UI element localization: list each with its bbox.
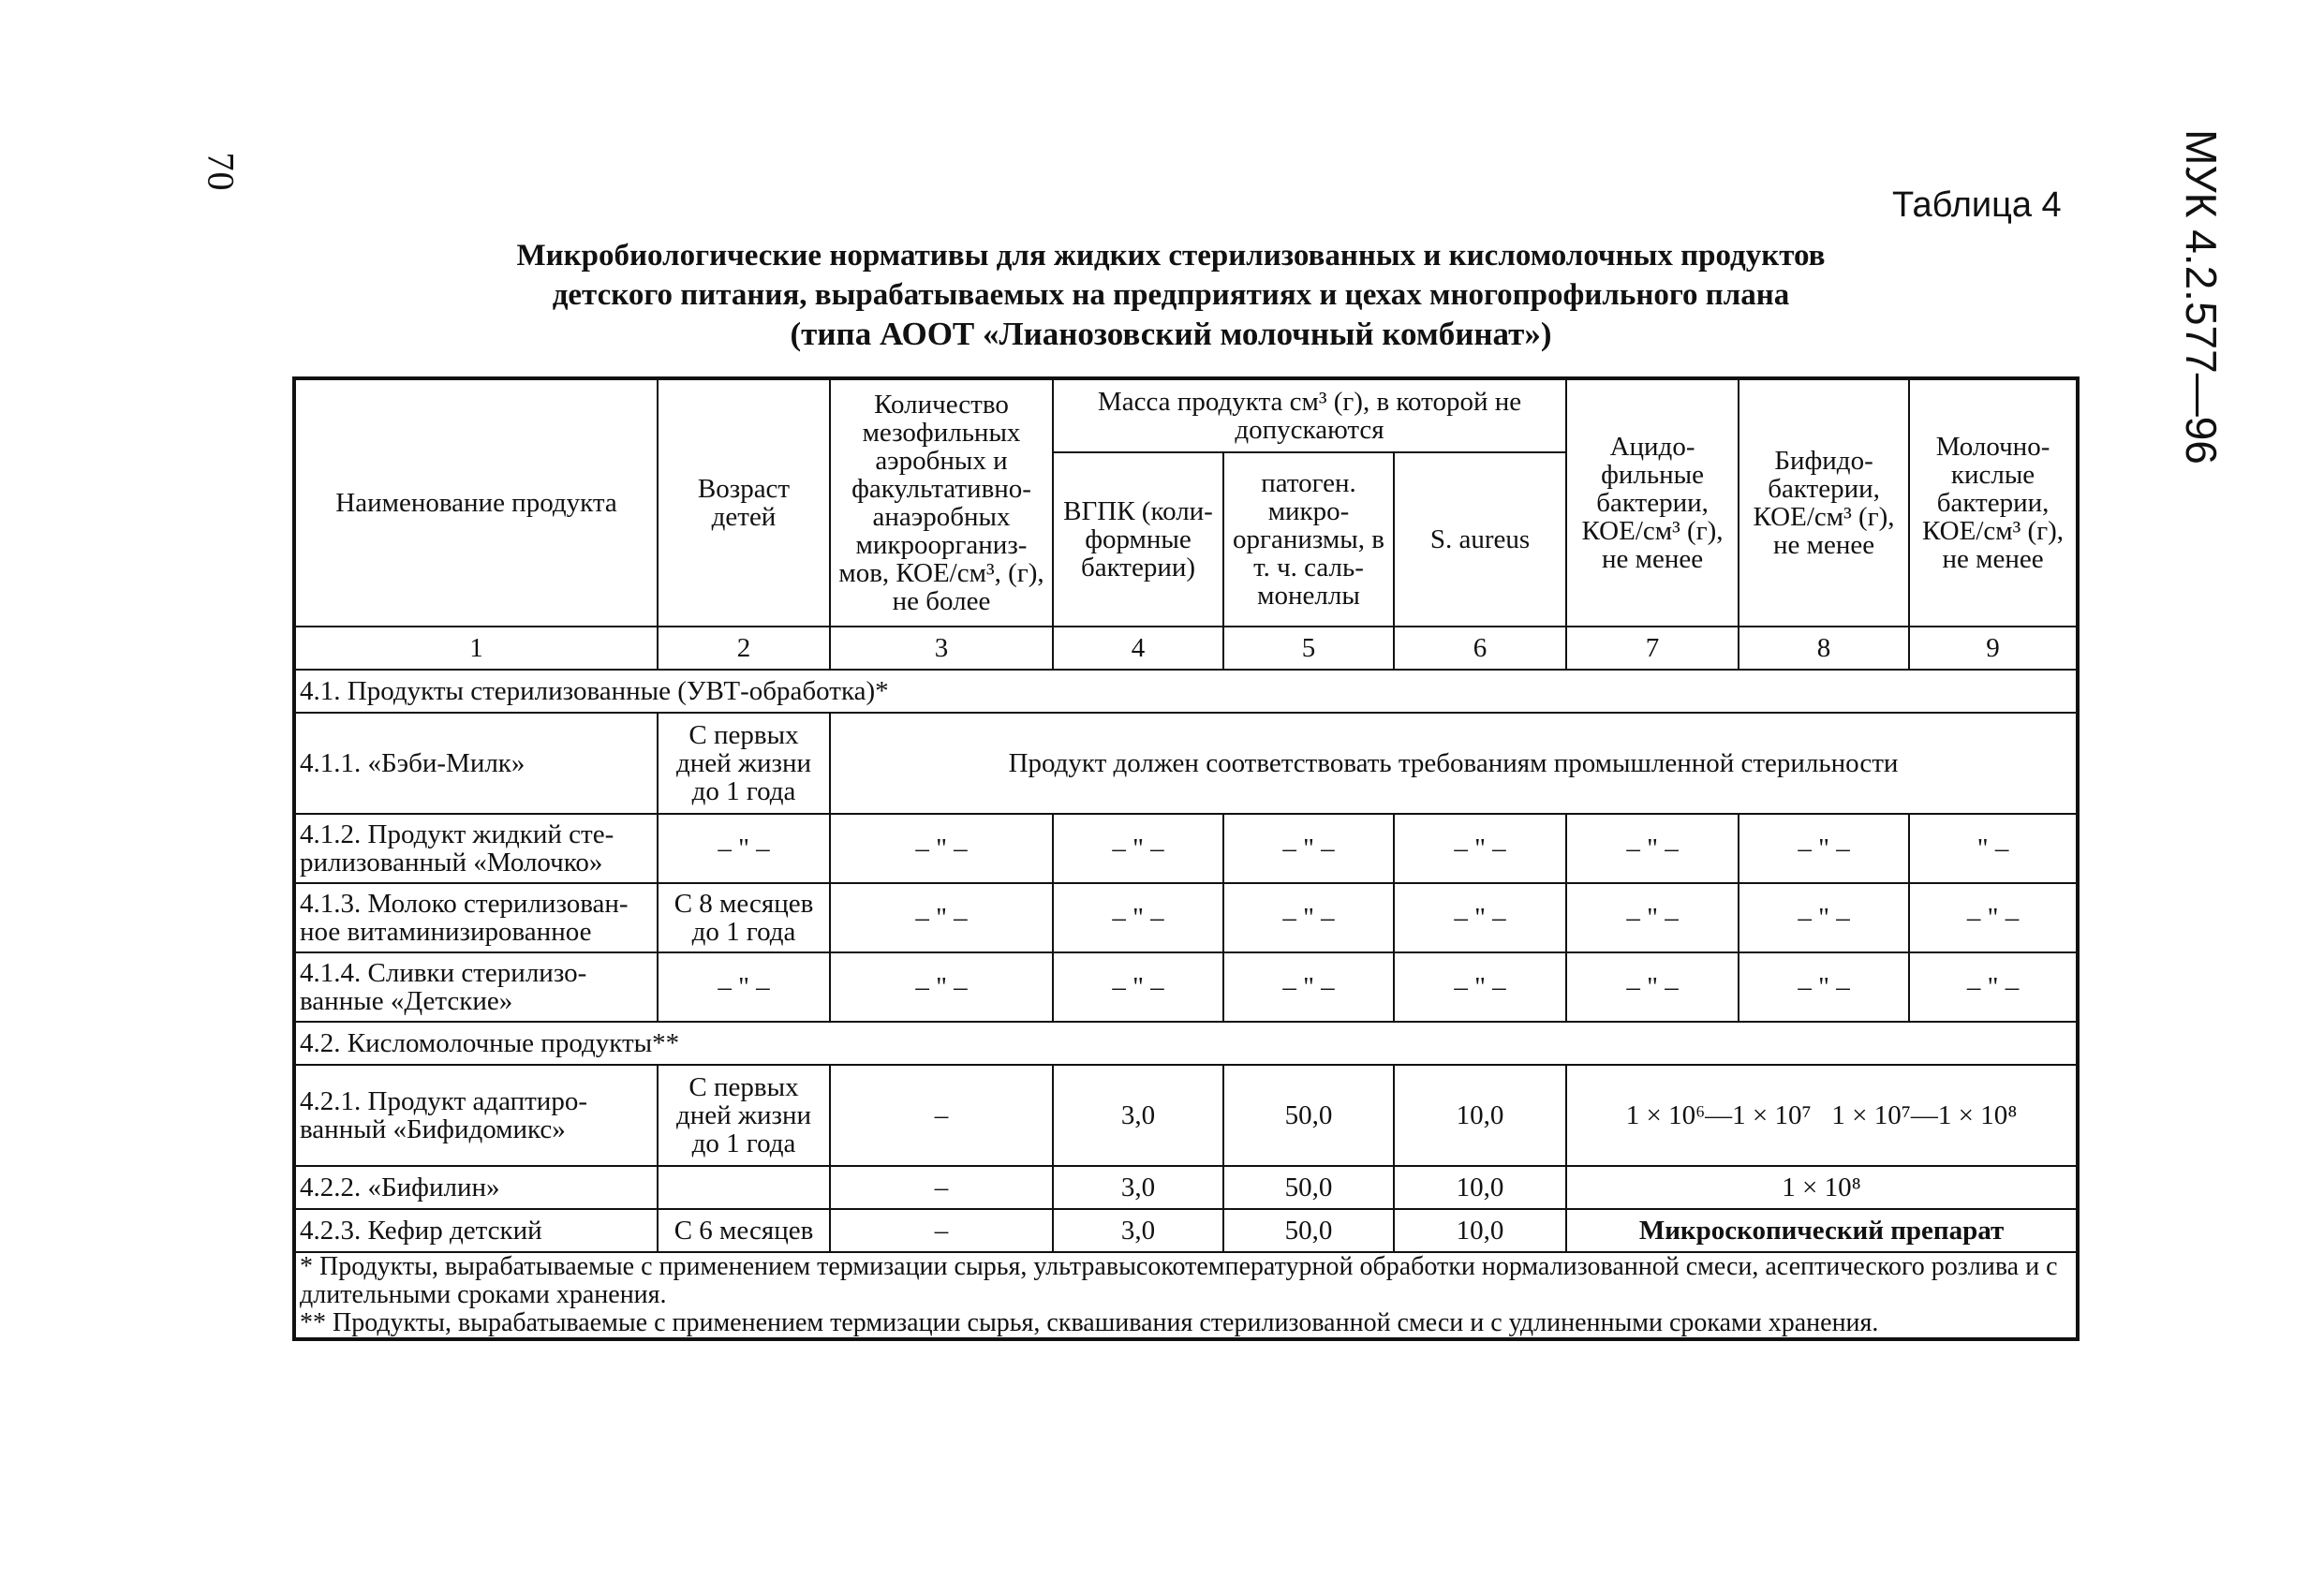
mesophilic-cell: – xyxy=(830,1209,1053,1252)
column-number: 7 xyxy=(1566,627,1739,670)
norms-table xyxy=(292,376,2080,1341)
title-line-3: (типа АООТ «Лианозовский молочный комбинат») xyxy=(790,316,1552,352)
table-row xyxy=(294,1166,2078,1209)
column-number: 2 xyxy=(658,627,830,670)
sterility-requirement: Продукт должен соответствовать требованиям промышленной стерильности xyxy=(830,713,2078,814)
value-cell: – " – xyxy=(1566,952,1739,1022)
product-name: 4.2.3. Кефир детский xyxy=(294,1209,658,1252)
mesophilic-cell: – xyxy=(830,1166,1053,1209)
value-cell: – " – xyxy=(1053,952,1223,1022)
age-cell: – " – xyxy=(658,952,830,1022)
bgpk-cell: 3,0 xyxy=(1053,1166,1223,1209)
product-name: 4.1.4. Сливки стерилизо-ванные «Детские» xyxy=(294,952,658,1022)
document-code: МУК 4.2.577—96 xyxy=(2177,129,2226,465)
column-number: 4 xyxy=(1053,627,1223,670)
mesophilic-cell: – xyxy=(830,1065,1053,1166)
value-cell: – " – xyxy=(1394,952,1566,1022)
table-row xyxy=(294,1065,2078,1166)
acido-range: 1 × 10⁶—1 × 10⁷ xyxy=(1625,1100,1812,1130)
column-number: 5 xyxy=(1223,627,1394,670)
product-name: 4.2.2. «Бифилин» xyxy=(294,1166,658,1209)
header-mass-group: Масса продукта см³ (г), в которой не допускаются xyxy=(1053,378,1566,452)
header-lactic: Молочно-кислые бактерии, КОЕ/см³ (г), не менее xyxy=(1909,378,2078,627)
value-cell: – " – xyxy=(1394,883,1566,952)
value-cell: – " – xyxy=(1566,883,1739,952)
section-row xyxy=(294,1022,2078,1065)
value-cell: – " – xyxy=(1053,814,1223,883)
value-cell: – " – xyxy=(1223,814,1394,883)
column-number: 3 xyxy=(830,627,1053,670)
title-line-1: Микробиологические нормативы для жидких стерилизованных и кисломолочных продуктов xyxy=(516,239,1826,273)
section-title-sterilized: 4.1. Продукты стерилизованные (УВТ-обработка)* xyxy=(294,670,2078,713)
table-title xyxy=(356,236,1986,354)
column-number: 6 xyxy=(1394,627,1566,670)
value-cell: – " – xyxy=(1909,952,2078,1022)
value-cell: – " – xyxy=(1053,883,1223,952)
value-cell: – " – xyxy=(830,814,1053,883)
bacteria-ranges-cell xyxy=(1566,1065,2078,1166)
value-cell: – " – xyxy=(1223,883,1394,952)
product-name: 4.1.3. Молоко стерилизован-ное витаминизированное xyxy=(294,883,658,952)
product-name: 4.1.2. Продукт жидкий сте-рилизованный «Молочко» xyxy=(294,814,658,883)
header-acido: Ацидо-фильные бактерии, КОЕ/см³ (г), не менее xyxy=(1566,378,1739,627)
footnote-2: ** Продукты, вырабатываемые с применением термизации сырья, сквашивания стерилизованной смеси и с удлиненными сроками хранения. xyxy=(300,1308,1879,1337)
age-cell: С 8 месяцев до 1 года xyxy=(658,883,830,952)
value-cell: – " – xyxy=(1739,814,1909,883)
pathogen-cell: 50,0 xyxy=(1223,1166,1394,1209)
microscopy-cell: Микроскопический препарат xyxy=(1566,1209,2078,1252)
value-cell: – " – xyxy=(1394,814,1566,883)
value-cell: – " – xyxy=(1566,814,1739,883)
table-label: Таблица 4 xyxy=(1892,185,2062,225)
age-cell xyxy=(658,1166,830,1209)
saureus-cell: 10,0 xyxy=(1394,1065,1566,1166)
value-cell: – " – xyxy=(1223,952,1394,1022)
header-name: Наименование продукта xyxy=(294,378,658,627)
value-cell: – " – xyxy=(1909,883,2078,952)
bgpk-cell: 3,0 xyxy=(1053,1065,1223,1166)
value-cell: " – xyxy=(1909,814,2078,883)
header-bifido: Бифидо-бактерии, КОЕ/см³ (г), не менее xyxy=(1739,378,1909,627)
table-row xyxy=(294,713,2078,814)
column-number: 9 xyxy=(1909,627,2078,670)
value-cell: – " – xyxy=(1739,883,1909,952)
header-row-1 xyxy=(294,378,2078,452)
column-number-row xyxy=(294,627,2078,670)
header-pathogen: патоген. микро-организмы, в т. ч. саль-монеллы xyxy=(1223,452,1394,627)
bifido-range: 1 × 10⁷—1 × 10⁸ xyxy=(1831,1100,2018,1130)
section-title-fermented: 4.2. Кисломолочные продукты** xyxy=(294,1022,2078,1065)
bifido-merged-cell: 1 × 10⁸ xyxy=(1566,1166,2078,1209)
age-cell: С первых дней жизни до 1 года xyxy=(658,1065,830,1166)
section-row xyxy=(294,670,2078,713)
header-mesophilic: Количество мезофильных аэробных и факультативно-анаэробных микроорганиз-мов, КОЕ/см³, (г), не более xyxy=(830,378,1053,627)
table-row xyxy=(294,883,2078,952)
age-cell: С 6 месяцев xyxy=(658,1209,830,1252)
column-number: 8 xyxy=(1739,627,1909,670)
value-cell: – " – xyxy=(830,952,1053,1022)
pathogen-cell: 50,0 xyxy=(1223,1209,1394,1252)
product-name: 4.1.1. «Бэби-Милк» xyxy=(294,713,658,814)
pathogen-cell: 50,0 xyxy=(1223,1065,1394,1166)
table-row xyxy=(294,814,2078,883)
column-number: 1 xyxy=(294,627,658,670)
header-saureus: S. aureus xyxy=(1394,452,1566,627)
table-row xyxy=(294,1209,2078,1252)
age-cell: – " – xyxy=(658,814,830,883)
table-row xyxy=(294,952,2078,1022)
notes-row xyxy=(294,1252,2078,1339)
saureus-cell: 10,0 xyxy=(1394,1209,1566,1252)
header-age: Возраст детей xyxy=(658,378,830,627)
bgpk-cell: 3,0 xyxy=(1053,1209,1223,1252)
title-line-2: детского питания, вырабатываемых на предприятиях и цехах многопрофильного плана xyxy=(552,278,1790,312)
saureus-cell: 10,0 xyxy=(1394,1166,1566,1209)
header-bgpk: ВГПК (коли-формные бактерии) xyxy=(1053,452,1223,627)
footnote-1: * Продукты, вырабатываемые с применением термизации сырья, ультравысокотемпературной обработки нормализованной смеси, асептического розлива и с длительными сроками хранения. xyxy=(300,1252,2058,1309)
age-cell: С первых дней жизни до 1 года xyxy=(658,713,830,814)
value-cell: – " – xyxy=(830,883,1053,952)
product-name: 4.2.1. Продукт адаптиро-ванный «Бифидомикс» xyxy=(294,1065,658,1166)
table-notes xyxy=(294,1252,2078,1339)
value-cell: – " – xyxy=(1739,952,1909,1022)
page-number: 70 xyxy=(200,152,243,192)
